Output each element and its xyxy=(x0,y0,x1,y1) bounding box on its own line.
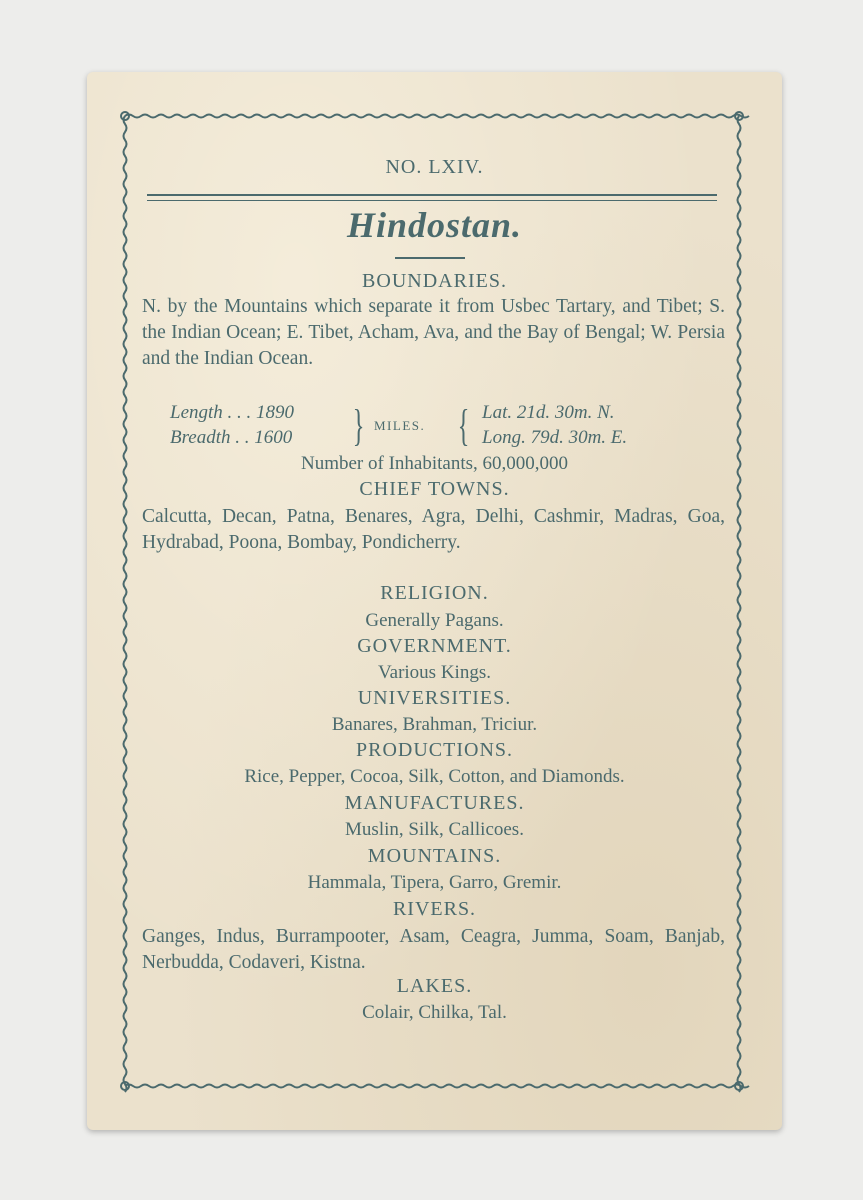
card-number: NO. LXIV. xyxy=(385,156,484,178)
lakes-text: Colair, Chilka, Tal. xyxy=(362,1002,507,1023)
manufactures-heading: MANUFACTURES. xyxy=(344,792,525,814)
miles-label: MILES. xyxy=(374,418,426,433)
government-text: Various Kings. xyxy=(378,662,491,683)
universities-text: Banares, Brahman, Triciur. xyxy=(331,714,538,735)
right-brace-icon: { xyxy=(457,401,470,450)
inhabitants-text: Number of Inhabitants, 60,000,000 xyxy=(300,453,568,474)
latitude-label: Lat. 21d. 30m. N. xyxy=(482,402,615,423)
card xyxy=(87,72,782,1130)
religion-text: Generally Pagans. xyxy=(365,610,504,631)
left-brace-icon: } xyxy=(352,401,365,450)
productions-heading: PRODUCTIONS. xyxy=(355,739,514,761)
towns-heading: CHIEF TOWNS. xyxy=(359,478,510,500)
rivers-heading: RIVERS. xyxy=(392,898,477,920)
wavy-border-line xyxy=(125,115,749,118)
lakes-heading: LAKES. xyxy=(396,975,473,997)
mountains-heading: MOUNTAINS. xyxy=(367,845,502,867)
longitude-label: Long. 79d. 30m. E. xyxy=(482,427,628,448)
universities-heading: UNIVERSITIES. xyxy=(357,687,512,709)
government-heading: GOVERNMENT. xyxy=(357,635,512,657)
wavy-border-line xyxy=(125,1085,749,1088)
length-label: Length . . . 1890 xyxy=(170,402,295,423)
rivers-text: Ganges, Indus, Burrampooter, Asam, Ceagra, Jumma, Soam, Banjab, Nerbudda, Codaveri, Kistna. xyxy=(142,926,725,973)
boundaries-heading: BOUNDARIES. xyxy=(362,270,507,292)
breadth-label: Breadth . . 1600 xyxy=(170,427,293,448)
title-underline xyxy=(395,257,465,259)
manufactures-text: Muslin, Silk, Callicoes. xyxy=(345,819,524,840)
dimensions-block xyxy=(142,400,732,455)
boundaries-text: N. by the Mountains which separate it from Usbec Tartary, and Tibet; S. the Indian Ocean; E. Tibet, Acham, Ava, and the Bay of Bengal; W. Persia and the Indian Ocean. xyxy=(142,296,725,369)
divider-rule xyxy=(147,194,717,201)
towns-text: Calcutta, Decan, Patna, Benares, Agra, Delhi, Cashmir, Madras, Goa, Hydrabad, Poona, Bombay, Pondicherry. xyxy=(142,506,725,553)
productions-text: Rice, Pepper, Cocoa, Silk, Cotton, and Diamonds. xyxy=(244,766,625,787)
page-title: Hindostan. xyxy=(346,205,523,245)
mountains-text: Hammala, Tipera, Garro, Gremir. xyxy=(307,872,562,893)
religion-heading: RELIGION. xyxy=(380,582,489,604)
